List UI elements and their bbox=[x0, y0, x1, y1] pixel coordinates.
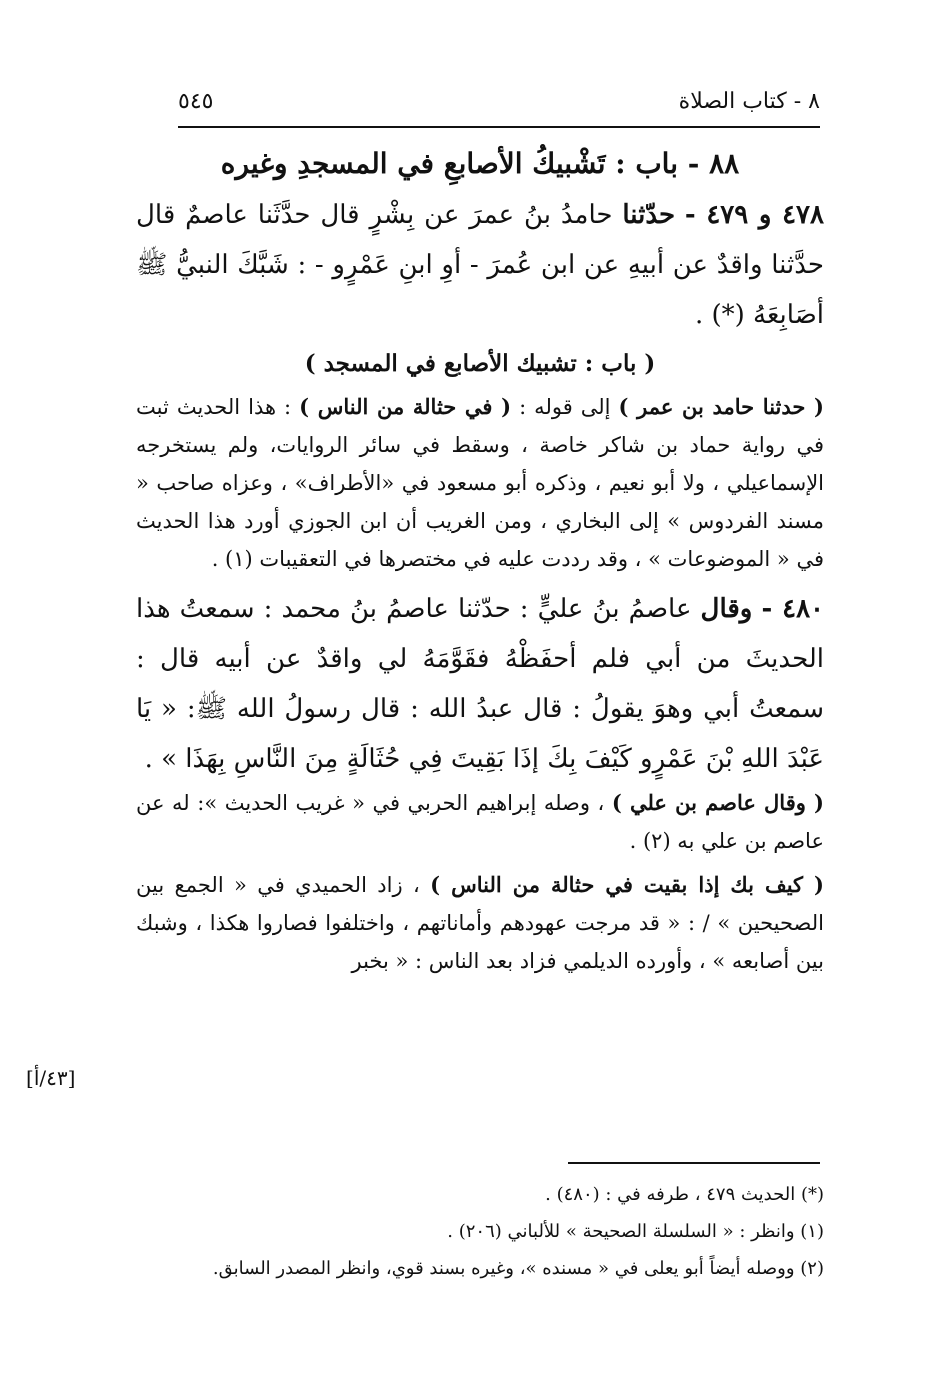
footnotes bbox=[136, 1176, 824, 1287]
bab-heading: ( باب : تشبيك الأصابع في المسجد ) bbox=[304, 350, 656, 377]
footnote: (١) وانظر : « السلسلة الصحيحة » للألباني (٢٠٦) . bbox=[447, 1221, 824, 1242]
commentary-lead: ( كيف بك إذا بقيت في حثالة من الناس ) bbox=[430, 872, 824, 897]
hadith-480 bbox=[136, 584, 824, 784]
commentary-paragraph bbox=[136, 784, 824, 860]
commentary-text: ، زاد الحميدي في « الجمع بين الصحيحين » / : « قد مرجت عهودهم وأماناتهم ، واختلفوا فصاروا هكذا ، وشبك بين أصابعه » ، وأورده الديلمي فزاد بعد الناس : « بخبر bbox=[136, 873, 824, 973]
commentary-paragraph bbox=[136, 866, 824, 980]
header-rule bbox=[178, 126, 820, 128]
hadith-text: عاصمُ بنُ عليٍّ : حدّثنا عاصمُ بنُ محمد : سمعتُ هذا الحديثَ من أبي فلم أحفَظْهُ فقَوَّمَهُ لي واقدٌ عن أبيه قال : سمعتُ أبي وهوَ يقولُ : قال عبدُ الله : قال رسولُ الله ﷺ: « يَا عَبْدَ اللهِ بْنَ عَمْرٍو كَيْفَ بِكَ إذَا بَقِيتَ فِي حُثَالَةٍ مِنَ النَّاسِ بِهَذَا » . bbox=[136, 594, 824, 774]
commentary-text: ، وصله إبراهيم الحربي في « غريب الحديث »: له عن عاصم بن علي به (٢) . bbox=[136, 791, 824, 853]
commentary-quote: ( في حثالة من الناس ) bbox=[299, 394, 512, 419]
footnote: (*) الحديث ٤٧٩ ، طرفه في : (٤٨٠) . bbox=[545, 1184, 824, 1205]
hadith-text: حامدُ بنُ عمرَ عن بِشْرٍ قال حدَّثَنا عاصمٌ قال حدَّثنا واقدٌ عن أبيهِ عن ابن عُمرَ - أوِ ابنِ عَمْرٍو - : شَبَّكَ النبيُّ ﷺ أصَابِعَهُ (*) . bbox=[136, 200, 824, 330]
chapter-title: ٨٨ - باب : تَشْبيكُ الأصابعِ في المسجدِ وغيره bbox=[220, 147, 740, 180]
hadith-lead: وقال bbox=[700, 594, 753, 624]
running-head-chapter: ٨ - كتاب الصلاة bbox=[678, 88, 820, 114]
page-number: ٥٤٥ bbox=[178, 88, 214, 114]
footnote: (٢) ووصله أيضاً أبو يعلى في « مسنده »، وغيره بسند قوي، وانظر المصدر السابق. bbox=[212, 1258, 824, 1279]
hadith-number: ٤٨٠ - bbox=[761, 594, 825, 624]
commentary-lead: ( حدثنا حامد بن عمر ) bbox=[618, 394, 824, 419]
commentary-lead: ( وقال عاصم بن علي ) bbox=[611, 790, 824, 815]
hadith-number: ٤٧٨ و ٤٧٩ - bbox=[684, 200, 824, 230]
manuscript-folio-ref: [٤٣/أ] bbox=[26, 1066, 76, 1090]
hadith-478-479 bbox=[136, 190, 824, 340]
running-head bbox=[178, 86, 820, 116]
commentary-text: : هذا الحديث ثبت في رواية حماد بن شاكر خاصة ، وسقط في سائر الروايات، ولم يستخرجه الإسماعيلي ، ولا أبو نعيم ، وذكره أبو مسعود في «الأطراف» ، وعزاه صاحب « مسند الفردوس » إلى البخاري ، ومن الغريب أن ابن الجوزي أورد هذا الحديث في « الموضوعات » ، وقد رددت عليه في مختصرها في التعقيبات (١) . bbox=[136, 395, 824, 571]
commentary-mid: إلى قوله : bbox=[519, 395, 611, 419]
commentary-paragraph bbox=[136, 388, 824, 578]
page-body bbox=[136, 140, 824, 986]
hadith-lead: حدّثنا bbox=[622, 200, 676, 230]
footnote-rule bbox=[568, 1162, 820, 1164]
